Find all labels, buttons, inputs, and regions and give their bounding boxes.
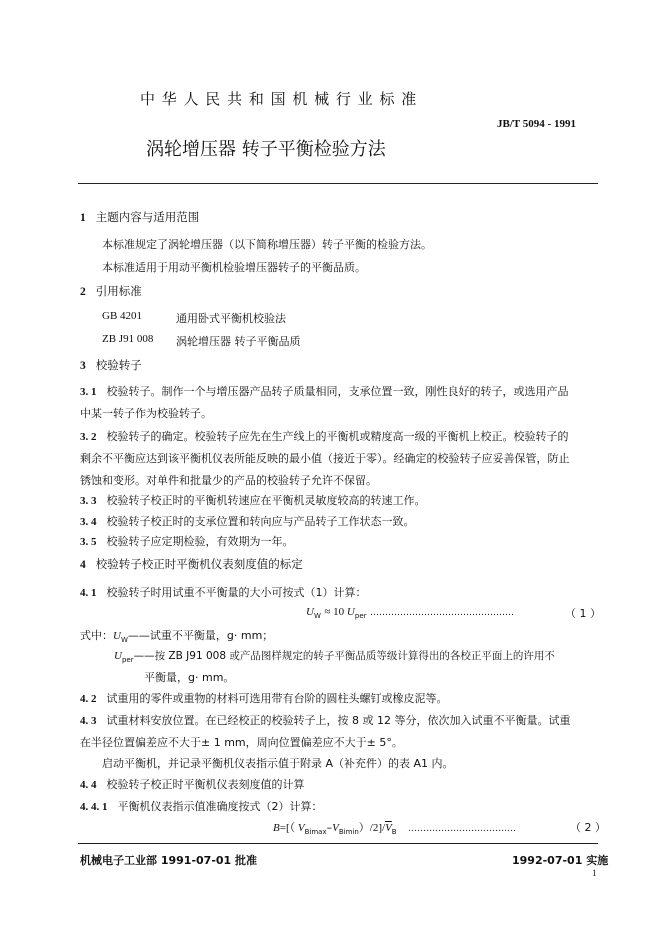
- clause-3-1: 3. 1 校验转子。制作一个与增压器产品转子质量相同，支承位置一致，刚性良好的转子，或选用产品: [80, 385, 569, 398]
- clause-3-3: 3. 3 校验转子校正时的平衡机转速应在平衡机灵敏度较高的转速工作。: [80, 494, 426, 507]
- where-definition-1: 式中：$U_W——$试重不平衡量，g· mm；: [80, 629, 274, 645]
- reference-code: GB 4201: [102, 310, 143, 322]
- clause-4-3: 4. 3 试重材料安放位置。在已经校正的校验转子上，按 8 或 12 等分，依次加入试重不平衡量。试重: [80, 714, 571, 727]
- section-1-heading: 1 主题内容与适用范围: [80, 210, 200, 224]
- clause-4-1: 4. 1 校验转子时用试重不平衡量的大小可按式（1）计算：: [80, 586, 367, 599]
- clause-3-5: 3. 5 校验转子应定期检验，有效期为一年。: [80, 535, 294, 548]
- clause-4-4: 4. 4 校验转子校正时平衡机仪表刻度值的计算: [80, 778, 305, 791]
- clause-4-2: 4. 2 试重用的零件或重物的材料可选用带有台阶的圆柱头螺钉或橡皮泥等。: [80, 692, 448, 705]
- section-4-heading: 4 校验转子校正时平衡机仪表刻度值的标定: [80, 557, 303, 571]
- clause-3-4: 3. 4 校验转子校正时的支承位置和转向应与产品转子工作状态一致。: [80, 515, 415, 528]
- equation-2: B=[（ $V_{Bimax}-V_{Bimin})/2]/\overline{V}_B$ ………………………………: [273, 821, 517, 837]
- paragraph: 本标准适用于用动平衡机检验增压器转子的平衡品质。: [102, 261, 366, 274]
- clause-3-1-cont: 中某一转子作为校验转子。: [80, 407, 212, 420]
- where-definition-2: $U_{per}——$按 ZB J91 008 或产品图样规定的转子平衡品质等级计算得出的各校正平面上的许用不: [114, 650, 555, 665]
- reference-title: 通用卧式平衡机校验法: [176, 312, 286, 325]
- page-number: 1: [592, 868, 597, 878]
- clause-4-3-cont: 启动平衡机，并记录平衡机仪表指示值于附录 A（补充件）的表 A1 内。: [102, 757, 454, 770]
- paragraph: 本标准规定了涡轮增压器（以下简称增压器）转子平衡的检验方法。: [102, 238, 432, 251]
- document-title: 涡轮增压器 转子平衡检验方法: [146, 139, 386, 160]
- issuing-authority: 中 华 人 民 共 和 国 机 械 行 业 标 准: [140, 90, 418, 108]
- standard-code: JB/T 5094 - 1991: [497, 118, 576, 130]
- equation-1: $U_W \approx 10$ $U_{per}$ …………………………………………: [306, 606, 515, 621]
- footer-divider: [78, 843, 598, 844]
- clause-3-2-cont: 剩余不平衡应达到该平衡机仪表所能反映的最小值（接近于零）。经确定的校验转子应妥善保管，防止: [80, 452, 570, 465]
- section-3-heading: 3 校验转子: [80, 358, 142, 372]
- implementation-date: 1992-07-01 实施: [512, 854, 609, 867]
- approval-line: 机械电子工业部 1991-07-01 批准: [80, 854, 258, 867]
- clause-4-4-1: 4. 4. 1 平衡机仪表指示值准确度按式（2）计算：: [80, 800, 323, 813]
- clause-3-2-cont: 锈蚀和变形。对单件和批量少的产品的校验转子允许不保留。: [80, 474, 377, 487]
- where-definition-2-cont: 平衡量，g· mm。: [144, 671, 235, 684]
- equation-1-number: （ 1 ）: [565, 607, 601, 620]
- equation-2-number: （ 2 ）: [570, 821, 606, 834]
- clause-4-3-cont: 在半径位置偏差应不大于± 1 mm，周向位置偏差应不大于± 5°。: [80, 736, 403, 749]
- clause-3-2: 3. 2 校验转子的确定。校验转子应先在生产线上的平衡机或精度高一级的平衡机上校正。校验转子的: [80, 430, 569, 443]
- reference-title: 涡轮增压器 转子平衡品质: [176, 335, 301, 348]
- reference-code: ZB J91 008: [102, 333, 154, 345]
- header-divider: [78, 183, 598, 184]
- section-2-heading: 2 引用标准: [80, 284, 142, 298]
